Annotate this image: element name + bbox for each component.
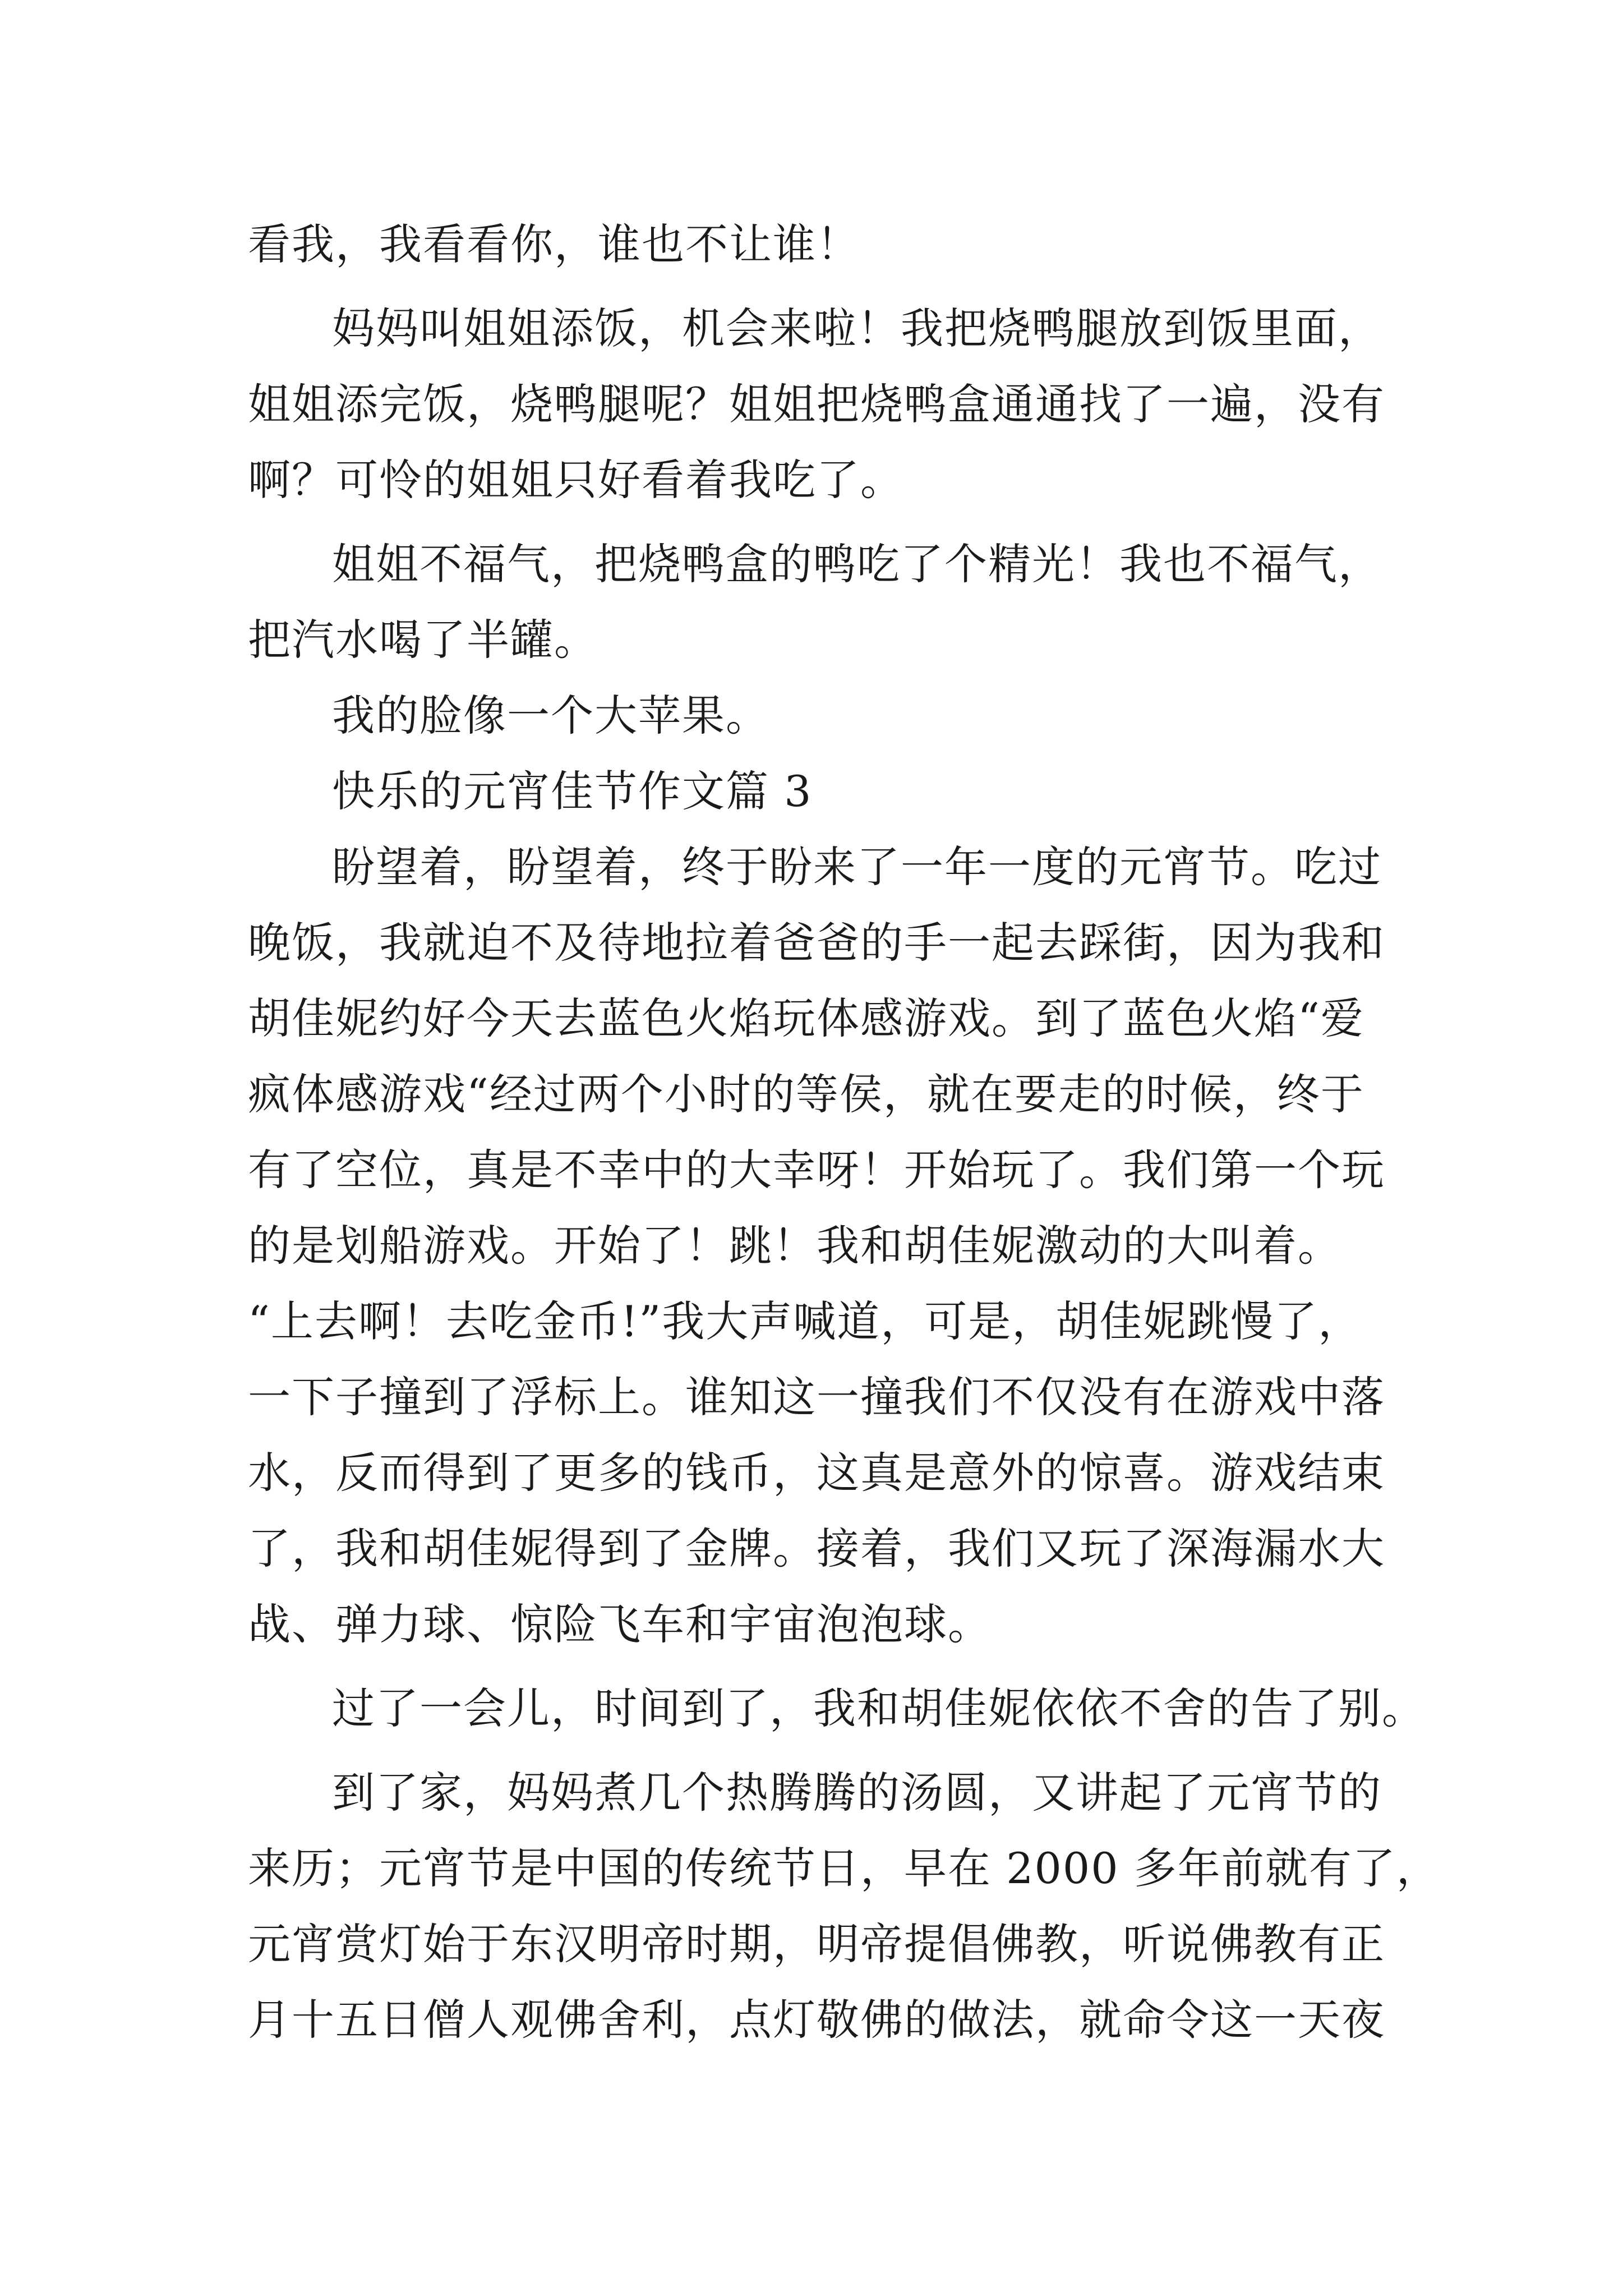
- paragraph-first-line: 盼望着，盼望着，终于盼来了一年一度的元宵节。吃过: [332, 842, 1382, 892]
- section-heading: 快乐的元宵佳节作文篇 3: [332, 766, 813, 816]
- paragraph-first-line: 到了家，妈妈煮几个热腾腾的汤圆，又讲起了元宵节的: [332, 1768, 1382, 1818]
- text-line: 了，我和胡佳妮得到了金牌。接着，我们又玩了深海漏水大: [248, 1524, 1385, 1573]
- paragraph-first-line: 妈妈叫姐姐添饭，机会来啦！我把烧鸭腿放到饭里面，: [332, 303, 1382, 353]
- text-line: 一下子撞到了浮标上。谁知这一撞我们不仅没有在游戏中落: [248, 1372, 1385, 1422]
- text-line: 啊？可怜的姐姐只好看着我吃了。: [248, 455, 904, 505]
- text-line: 晚饭，我就迫不及待地拉着爸爸的手一起去踩街，因为我和: [248, 918, 1385, 968]
- text-line: 把汽水喝了半罐。: [248, 615, 598, 665]
- text-line: 来历；元宵节是中国的传统节日，早在 2000 多年前就有了，: [248, 1843, 1440, 1893]
- text-line: 的是划船游戏。开始了！跳！我和胡佳妮激动的大叫着。: [248, 1221, 1341, 1271]
- text-line: 疯体感游戏“经过两个小时的等侯，就在要走的时候，终于: [248, 1069, 1364, 1119]
- text-line: 战、弹力球、惊险飞车和宇宙泡泡球。: [248, 1599, 992, 1649]
- text-line: “上去啊！去吃金币!”我大声喊道，可是，胡佳妮跳慢了，: [248, 1296, 1362, 1346]
- text-line: 月十五日僧人观佛舍利，点灯敬佛的做法，就命令这一天夜: [248, 1995, 1385, 2045]
- text-line: 看我，我看看你，谁也不让谁！: [248, 219, 860, 269]
- text-line: 元宵赏灯始于东汉明帝时期，明帝提倡佛教，听说佛教有正: [248, 1919, 1385, 1969]
- text-line: 姐姐添完饭，烧鸭腿呢？姐姐把烧鸭盒通通找了一遍，没有: [248, 379, 1385, 429]
- paragraph-first-line: 我的脸像一个大苹果。: [332, 691, 769, 740]
- text-line: 水，反而得到了更多的钱币，这真是意外的惊喜。游戏结束: [248, 1448, 1385, 1498]
- text-line: 胡佳妮约好今天去蓝色火焰玩体感游戏。到了蓝色火焰“爱: [248, 993, 1364, 1043]
- paragraph-first-line: 姐姐不福气，把烧鸭盒的鸭吃了个精光！我也不福气，: [332, 539, 1382, 589]
- text-line: 有了空位，真是不幸中的大幸呀！开始玩了。我们第一个玩: [248, 1145, 1385, 1195]
- paragraph-first-line: 过了一会儿，时间到了，我和胡佳妮依依不舍的告了别。: [332, 1683, 1426, 1733]
